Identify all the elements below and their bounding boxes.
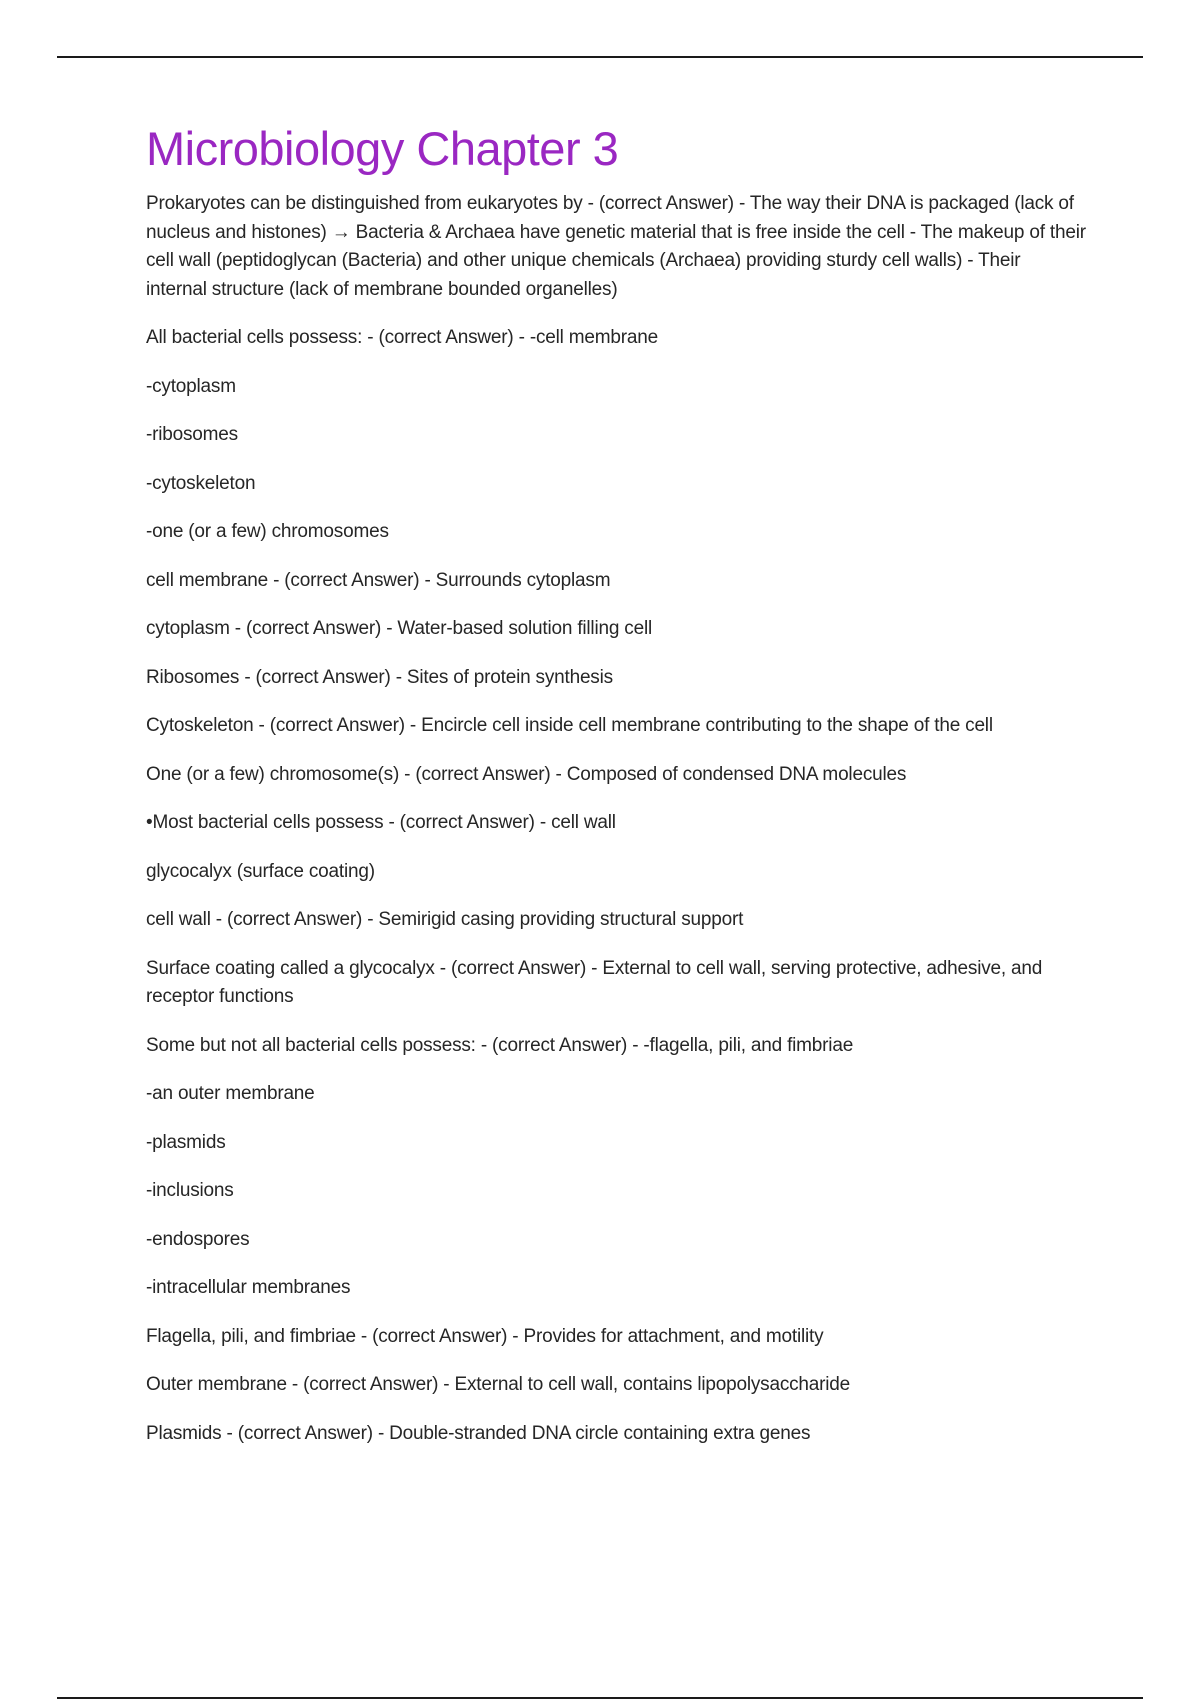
paragraph: -one (or a few) chromosomes — [146, 521, 389, 542]
paragraph: -cytoskeleton — [146, 472, 256, 494]
paragraph: Ribosomes - (correct Answer) - Sites of protein synthesis — [146, 666, 613, 688]
paragraph: -intracellular membranes — [146, 1277, 351, 1298]
paragraph: -an outer membrane — [146, 1083, 315, 1104]
paragraph: -endospores — [146, 1228, 250, 1250]
paragraph: cell wall - (correct Answer) - Semirigid casing providing structural support — [146, 909, 744, 930]
paragraph: Surface coating called a glycocalyx - (correct Answer) - External to cell wall, serving protective, adhesive, and receptor functions — [146, 957, 1043, 1007]
paragraph: Some but not all bacterial cells possess: - (correct Answer) - -flagella, pili, and fimbriae — [146, 1034, 854, 1056]
paragraph: Cytoskeleton - (correct Answer) - Encircle cell inside cell membrane contributing to the shape of the cell — [146, 715, 993, 736]
header-rule — [57, 56, 1143, 58]
paragraph: -inclusions — [146, 1180, 234, 1201]
paragraph: -cytoplasm — [146, 375, 236, 397]
paragraph: Prokaryotes can be distinguished from eukaryotes by - (correct Answer) - The way their DNA is packaged (lack of nucleus and histones) → Bacteria & Archaea have genetic material that is free inside the cell - The makeup of their cell wall (peptidoglycan (Bacteria) and other unique chemicals (Archaea) providing sturdy cell walls) - Their internal structure (lack of membrane bounded organelles) — [146, 193, 1086, 300]
document-page — [146, 120, 1086, 1468]
paragraph: cytoplasm - (correct Answer) - Water-based solution filling cell — [146, 618, 652, 639]
document-body — [146, 190, 1086, 1448]
paragraph: glycocalyx (surface coating) — [146, 860, 375, 882]
document-title: Microbiology Chapter 3 — [146, 122, 619, 175]
paragraph: -ribosomes — [146, 424, 238, 445]
paragraph: -plasmids — [146, 1131, 226, 1153]
paragraph: One (or a few) chromosome(s) - (correct Answer) - Composed of condensed DNA molecules — [146, 763, 907, 785]
paragraph: Plasmids - (correct Answer) - Double-stranded DNA circle containing extra genes — [146, 1422, 811, 1444]
paragraph: Flagella, pili, and fimbriae - (correct Answer) - Provides for attachment, and motility — [146, 1325, 824, 1347]
paragraph: •Most bacterial cells possess - (correct Answer) - cell wall — [146, 812, 616, 833]
paragraph: Outer membrane - (correct Answer) - External to cell wall, contains lipopolysaccharide — [146, 1374, 851, 1395]
paragraph: All bacterial cells possess: - (correct Answer) - -cell membrane — [146, 327, 658, 348]
footer-rule — [57, 1697, 1143, 1699]
paragraph: cell membrane - (correct Answer) - Surrounds cytoplasm — [146, 569, 611, 591]
